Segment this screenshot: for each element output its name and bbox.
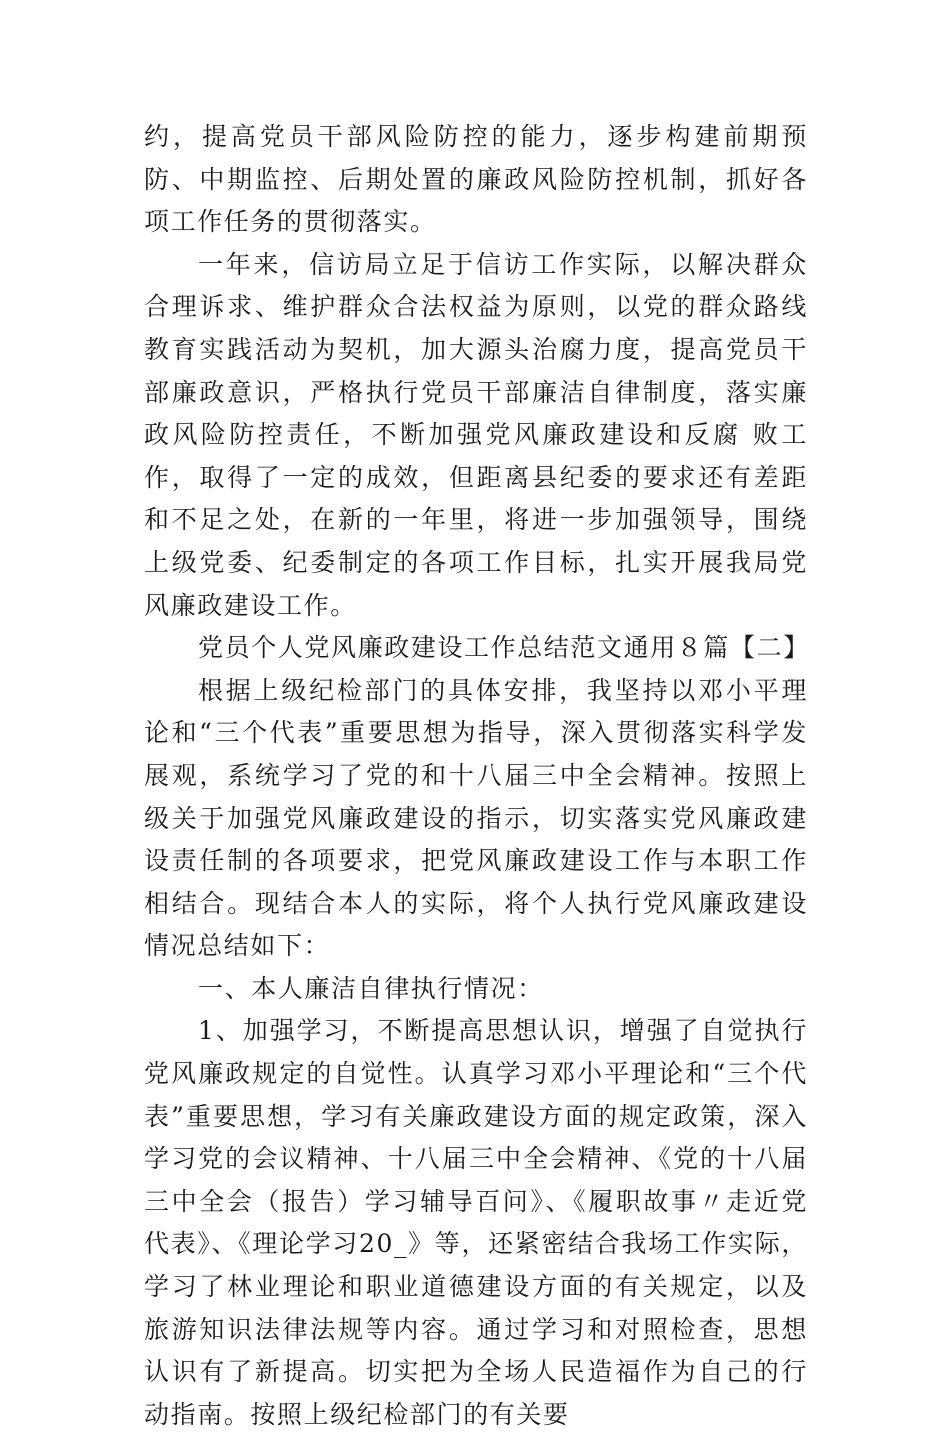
paragraph-item-1: 1、加强学习，不断提高思想认识，增强了自觉执行党风廉政规定的自觉性。认真学习邓小平理论和“三个代表”重要思想，学习有关廉政建设方面的规定政策，深入学习党的会议精神、十八届三中全会精神、《党的十八届三中全会（报告）学习辅导百问》、《履职故事〃走近党代表》、《理论学习20_》等，还紧密结合我场工作实际，学习了林业理论和职业道德建设方面的有关规定，以及旅游知识法律法规等内容。通过学习和对照检查，思想认识有了新提高。切实把为全场人民造福作为自己的行动指南。按照上级纪检部门的有关要 <box>144 1016 808 1429</box>
paragraph-intro: 根据上级纪检部门的具体安排，我坚持以邓小平理论和“三个代表”重要思想为指导，深入贯彻落实科学发展观，系统学习了党的和十八届三中全会精神。按照上级关于加强党风廉政建设的指示，切实落实党风廉政建设责任制的各项要求，把党风廉政建设工作与本职工作相结合。现结合本人的实际，将个人执行党风廉政建设情况总结如下： <box>144 675 808 961</box>
paragraph-continuation: 约，提高党员干部风险防控的能力，逐步构建前期预防、中期监控、后期处置的廉政风险防控机制，抓好各项工作任务的贯彻落实。 <box>144 122 808 237</box>
section-heading: 党员个人党风廉政建设工作总结范文通用８篇【二】 <box>198 633 810 663</box>
paragraph-summary: 一年来，信访局立足于信访工作实际，以解决群众合理诉求、维护群众合法权益为原则，以党的群众路线教育实践活动为契机，加大源头治腐力度，提高党员干部廉政意识，严格执行党员干部廉洁自律制度，落实廉政风险防控责任，不断加强党风廉政建设和反腐 败工作，取得了一定的成效，但距离县纪委的要求还有差距和不足之处，在新的一年里，将进一步加强领导，围绕上级党委、纪委制定的各项工作目标，扎实开展我局党风廉政建设工作。 <box>144 249 808 620</box>
subsection-heading: 一、本人廉洁自律执行情况： <box>198 973 544 1003</box>
document-body <box>144 116 808 1436</box>
